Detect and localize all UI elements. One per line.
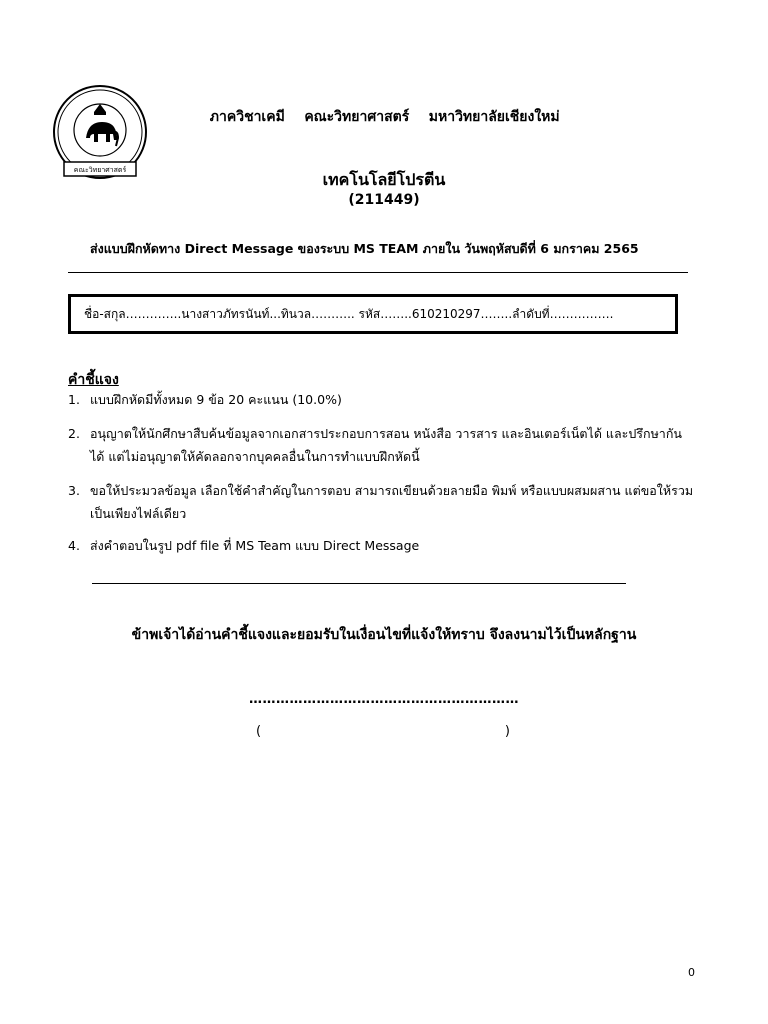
instruction-number: 3. [68, 483, 80, 498]
header-institution [200, 90, 580, 128]
page-number: 0 [688, 966, 695, 979]
instruction-text: อนุญาตให้นักศึกษาสืบค้นข้อมูลจากเอกสารประกอบการสอน หนังสือ วารสาร และอินเตอร์เน็ตได้ และปรึกษากันได้ แต่ไม่อนุญาตให้คัดลอกจากบุคคลอื่นในการทำแบบฝึกหัดนี้ [90, 426, 682, 464]
signature-line: …………………………………………………… [249, 692, 519, 707]
instruction-number: 2. [68, 426, 80, 441]
close-paren: ) [504, 724, 510, 739]
university-name: มหาวิทยาลัยเชียงใหม่ [428, 109, 560, 125]
instruction-item [68, 479, 696, 525]
acknowledgement-statement: ข้าพเจ้าได้อ่านคำชี้แจงและยอมรับในเงื่อนไขที่แจ้งให้ทราบ จึงลงนามไว้เป็นหลักฐาน [131, 627, 637, 643]
student-info-line: ชื่อ-สกุล…………..นางสาวภัทรนันท์...ทินวล……….. รหัส……..610210297……..ลำดับที่……………. [84, 307, 614, 321]
divider [68, 272, 688, 273]
faculty-name: คณะวิทยาศาสตร์ [304, 109, 410, 125]
instruction-text: ส่งคำตอบในรูป pdf file ที่ MS Team แบบ Direct Message [90, 538, 420, 553]
submission-note: ส่งแบบฝึกหัดทาง Direct Message ของระบบ MS TEAM ภายใน วันพฤหัสบดีที่ 6 มกราคม 2565 [90, 241, 639, 256]
instruction-text: แบบฝึกหัดมีทั้งหมด 9 ข้อ 20 คะแนน (10.0%) [90, 392, 342, 407]
university-seal-logo [50, 82, 150, 182]
divider [92, 583, 626, 584]
instruction-item [68, 422, 696, 468]
open-paren: ( [256, 724, 262, 739]
printed-name-parentheses [256, 724, 510, 739]
instruction-number: 1. [68, 392, 80, 407]
instruction-text: ขอให้ประมวลข้อมูล เลือกใช้คำสำคัญในการตอบ สามารถเขียนด้วยลายมือ พิมพ์ หรือแบบผสมผสาน แต่ขอให้รวมเป็นเพียงไฟล์เดียว [90, 483, 694, 521]
instructions-heading: คำชี้แจง [68, 372, 119, 388]
instruction-item [68, 534, 696, 557]
logo-ribbon-text: คณะวิทยาศาสตร์ [73, 166, 127, 174]
course-title: เทคโนโลยีโปรตีน [322, 170, 446, 189]
course-code: (211449) [348, 192, 420, 208]
department-name: ภาควิชาเคมี [209, 109, 285, 125]
instruction-item [68, 388, 696, 411]
instruction-number: 4. [68, 538, 80, 553]
